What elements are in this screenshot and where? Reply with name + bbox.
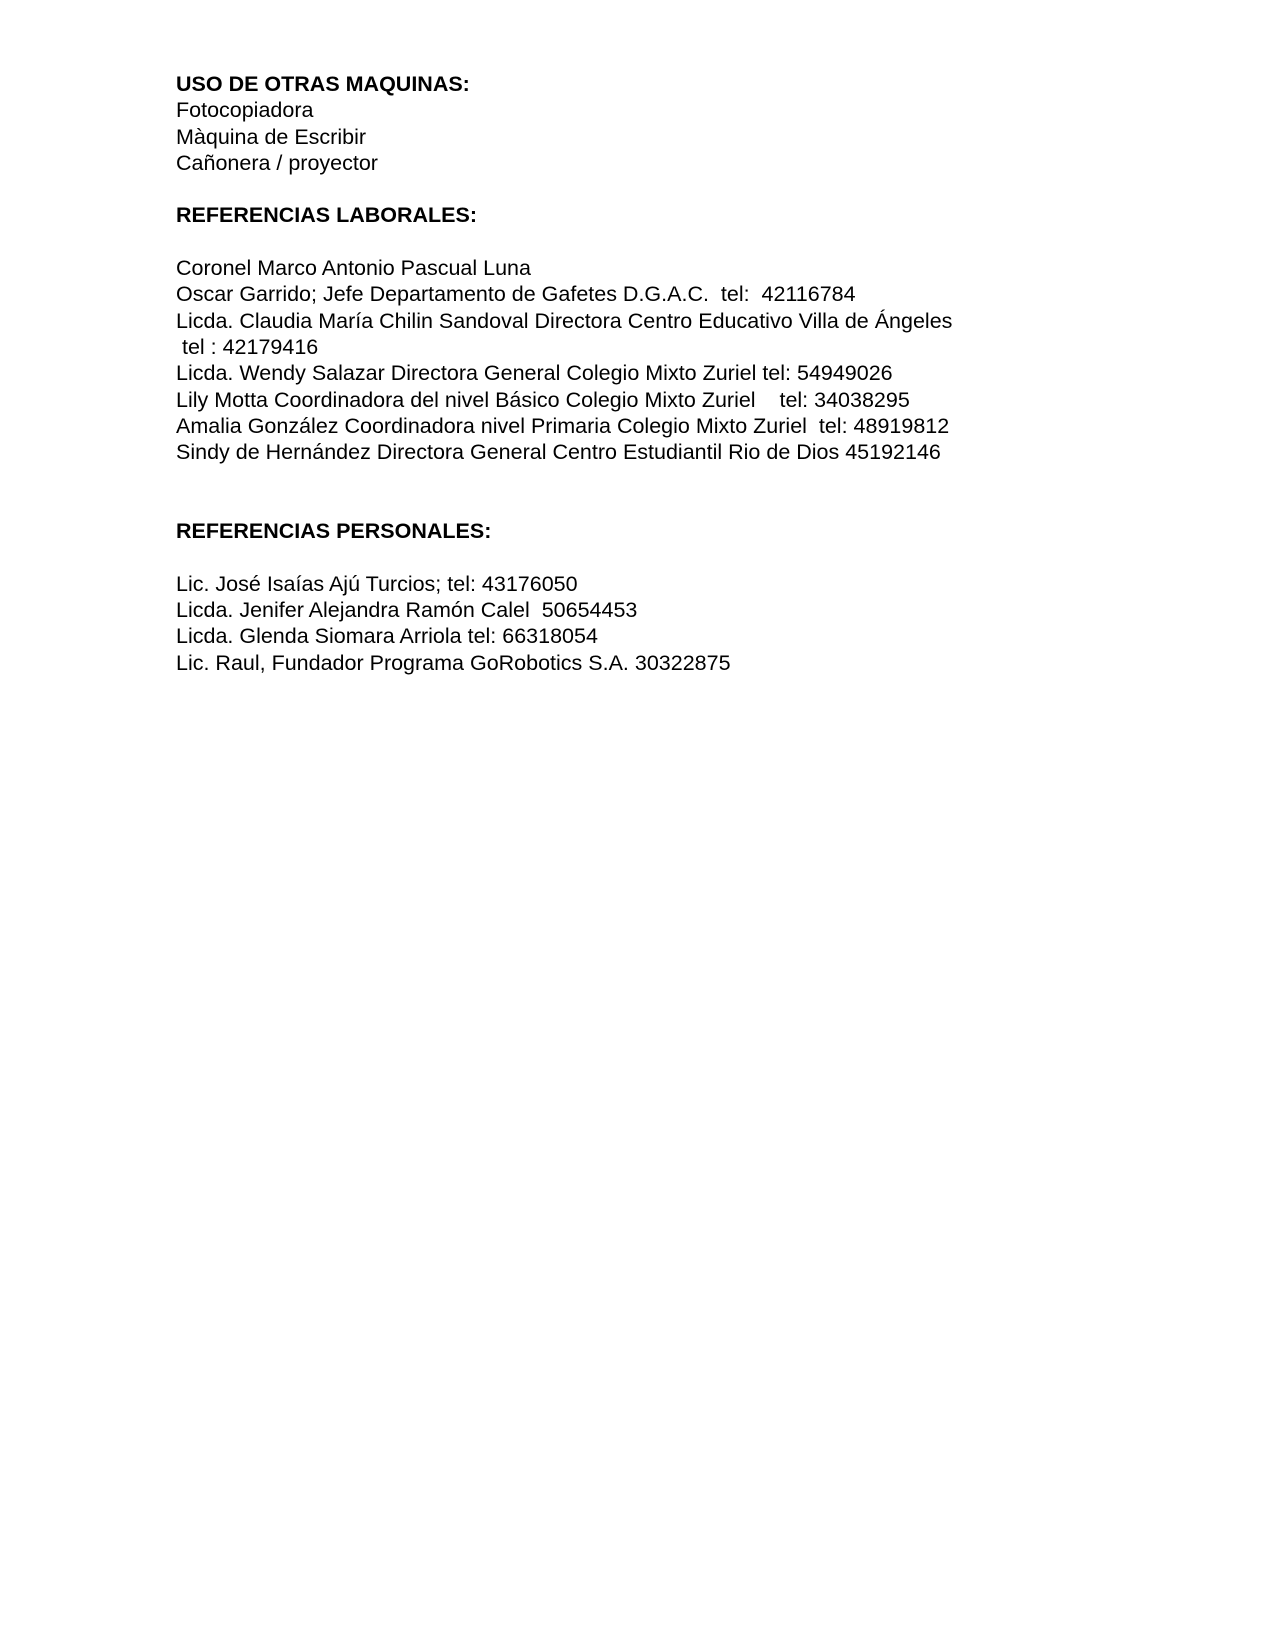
work-reference-item: tel : 42179416 [176,334,319,359]
spacer [176,544,1186,570]
work-reference-item: Oscar Garrido; Jefe Departamento de Gafetes D.G.A.C. tel: 42116784 [176,282,856,307]
machine-item: Màquina de Escribir [176,124,367,149]
work-reference-item: Coronel Marco Antonio Pascual Luna [176,256,531,281]
machine-item: Fotocopiadora [176,98,314,123]
personal-references-section [176,518,1186,676]
document-content [176,71,1186,676]
personal-reference-item: Lic. José Isaías Ajú Turcios; tel: 43176050 [176,571,578,596]
machine-item: Cañonera / proyector [176,150,378,175]
spacer [176,229,1186,255]
machines-section [176,71,1186,176]
machines-heading: USO DE OTRAS MAQUINAS: [176,72,470,96]
work-reference-item: Lily Motta Coordinadora del nivel Básico Colegio Mixto Zuriel tel: 34038295 [176,387,910,412]
work-reference-item: Amalia González Coordinadora nivel Primaria Colegio Mixto Zuriel tel: 48919812 [176,413,950,438]
spacer [176,465,1186,518]
work-reference-item: Sindy de Hernández Directora General Centro Estudiantil Rio de Dios 45192146 [176,440,941,465]
personal-reference-item: Licda. Jenifer Alejandra Ramón Calel 50654453 [176,597,638,622]
work-references-heading: REFERENCIAS LABORALES: [176,203,478,228]
personal-reference-item: Lic. Raul, Fundador Programa GoRobotics S.A. 30322875 [176,650,731,675]
work-reference-item: Licda. Claudia María Chilin Sandoval Directora Centro Educativo Villa de Ángeles [176,308,953,333]
personal-reference-item: Licda. Glenda Siomara Arriola tel: 66318054 [176,624,598,649]
work-references-section [176,202,1186,465]
work-reference-item: Licda. Wendy Salazar Directora General Colegio Mixto Zuriel tel: 54949026 [176,361,893,386]
personal-references-heading: REFERENCIAS PERSONALES: [176,519,492,544]
spacer [176,176,1186,202]
